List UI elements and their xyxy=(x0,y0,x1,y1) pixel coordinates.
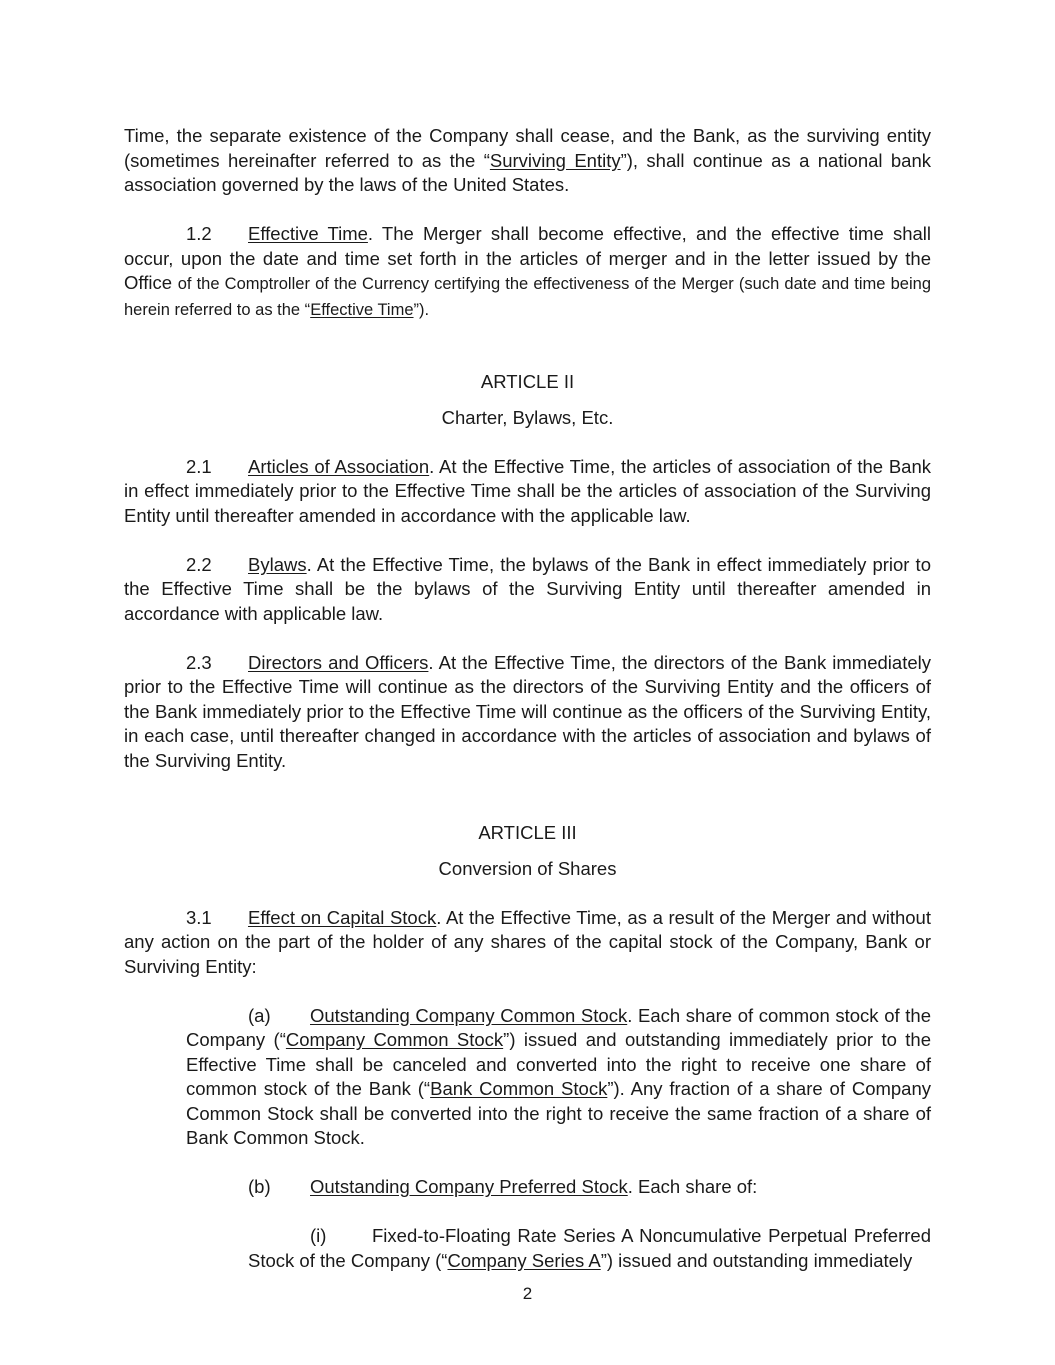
clause-text: Fixed-to-Floating Rate Series A Noncumulative Perpetual Preferred Stock of the Company (“ xyxy=(248,1225,931,1271)
intro-text-end: ”), shall continue as a national bank association governed by the laws of the United States. xyxy=(124,149,932,195)
section-text-small: of the Comptroller of the Currency certifying the effectiveness of the Merger (such date and time being herein referred to as the “ xyxy=(124,275,931,319)
defined-term-company-common-stock: Company Common Stock xyxy=(285,1029,504,1050)
intro-paragraph xyxy=(124,124,931,198)
section-title: Directors and Officers xyxy=(248,651,429,673)
clause-text-end: ”) issued and outstanding immediately xyxy=(600,1249,913,1271)
section-2-3 xyxy=(124,651,931,774)
page-number: 2 xyxy=(522,1284,533,1303)
section-2-1 xyxy=(124,455,931,529)
section-title: Effect on Capital Stock xyxy=(248,906,437,928)
article-2-subheading: Charter, Bylaws, Etc. xyxy=(441,406,614,428)
subsection-number: (b) xyxy=(248,1176,271,1197)
section-number: 1.2 xyxy=(186,223,212,244)
section-number: 2.3 xyxy=(186,651,212,673)
section-title: Bylaws xyxy=(248,553,307,575)
subsection-text-end: ”). Any fraction of a share of Company Common Stock shall be converted into the right to receive the same fraction of a share of Bank Common Stock. xyxy=(186,1078,932,1148)
article-2-heading: ARTICLE II xyxy=(480,371,575,392)
section-text: . The Merger shall become effective, and the effective time shall occur, upon the date and time set forth in the articles of merger and in the letter issued by the Office xyxy=(124,223,932,293)
subsection-number: (a) xyxy=(248,1004,271,1026)
defined-term-company-series-a: Company Series A xyxy=(447,1249,601,1271)
defined-term-surviving-entity: Surviving Entity xyxy=(489,149,621,171)
section-number: 2.2 xyxy=(186,553,212,575)
defined-term-bank-common-stock: Bank Common Stock xyxy=(430,1078,608,1099)
subsection-text: ”) issued and outstanding immediately prior to the Effective Time shall be canceled and converted into the right to receive one share of common stock of the Bank (“ xyxy=(186,1029,931,1099)
subsection-title: Outstanding Company Preferred Stock xyxy=(310,1176,628,1197)
section-2-2 xyxy=(124,553,931,627)
article-3-heading: ARTICLE III xyxy=(478,822,577,843)
section-3-1-b xyxy=(186,1175,931,1200)
defined-term-effective-time: Effective Time xyxy=(310,300,414,319)
clause-number: (i) xyxy=(310,1225,327,1246)
section-3-1 xyxy=(124,906,931,980)
section-3-1-a xyxy=(186,1004,931,1151)
section-number: 2.1 xyxy=(186,455,212,477)
section-3-1-b-i xyxy=(248,1224,931,1273)
section-title: Effective Time xyxy=(248,223,368,244)
subsection-text: . Each share of: xyxy=(627,1176,758,1197)
section-text: . At the Effective Time, the articles of association of the Bank in effect immediately prior to the Effective Time shall be the articles of association of the Surviving Entity until thereafter amended in accordance with the applicable law. xyxy=(124,455,931,526)
section-text: . At the Effective Time, as a result of the Merger and without any action on the part of the holder of any shares of the capital stock of the Company, Bank or Surviving Entity: xyxy=(124,906,931,977)
subsection-text: . Each share of common stock of the Company (“ xyxy=(186,1004,931,1050)
article-3-subheading: Conversion of Shares xyxy=(438,857,617,879)
section-text: . At the Effective Time, the bylaws of the Bank in effect immediately prior to the Effective Time shall be the bylaws of the Surviving Entity until thereafter amended in accordance with applicable law. xyxy=(124,553,931,624)
section-text-end: ”). xyxy=(413,300,430,319)
section-title: Articles of Association xyxy=(248,455,430,477)
subsection-title: Outstanding Company Common Stock xyxy=(310,1004,628,1026)
section-1-2 xyxy=(124,222,931,322)
section-number: 3.1 xyxy=(186,906,212,928)
section-text: . At the Effective Time, the directors of the Bank immediately prior to the Effective Time will continue as the directors of the Surviving Entity and the officers of the Bank immediately prior to the Effective Time will continue as the officers of the Surviving Entity, in each case, until thereafter changed in accordance with the articles of association and bylaws of the Surviving Entity. xyxy=(124,651,931,771)
intro-text: Time, the separate existence of the Company shall cease, and the Bank, as the surviving entity (sometimes hereinafter referred to as the “ xyxy=(124,125,931,171)
